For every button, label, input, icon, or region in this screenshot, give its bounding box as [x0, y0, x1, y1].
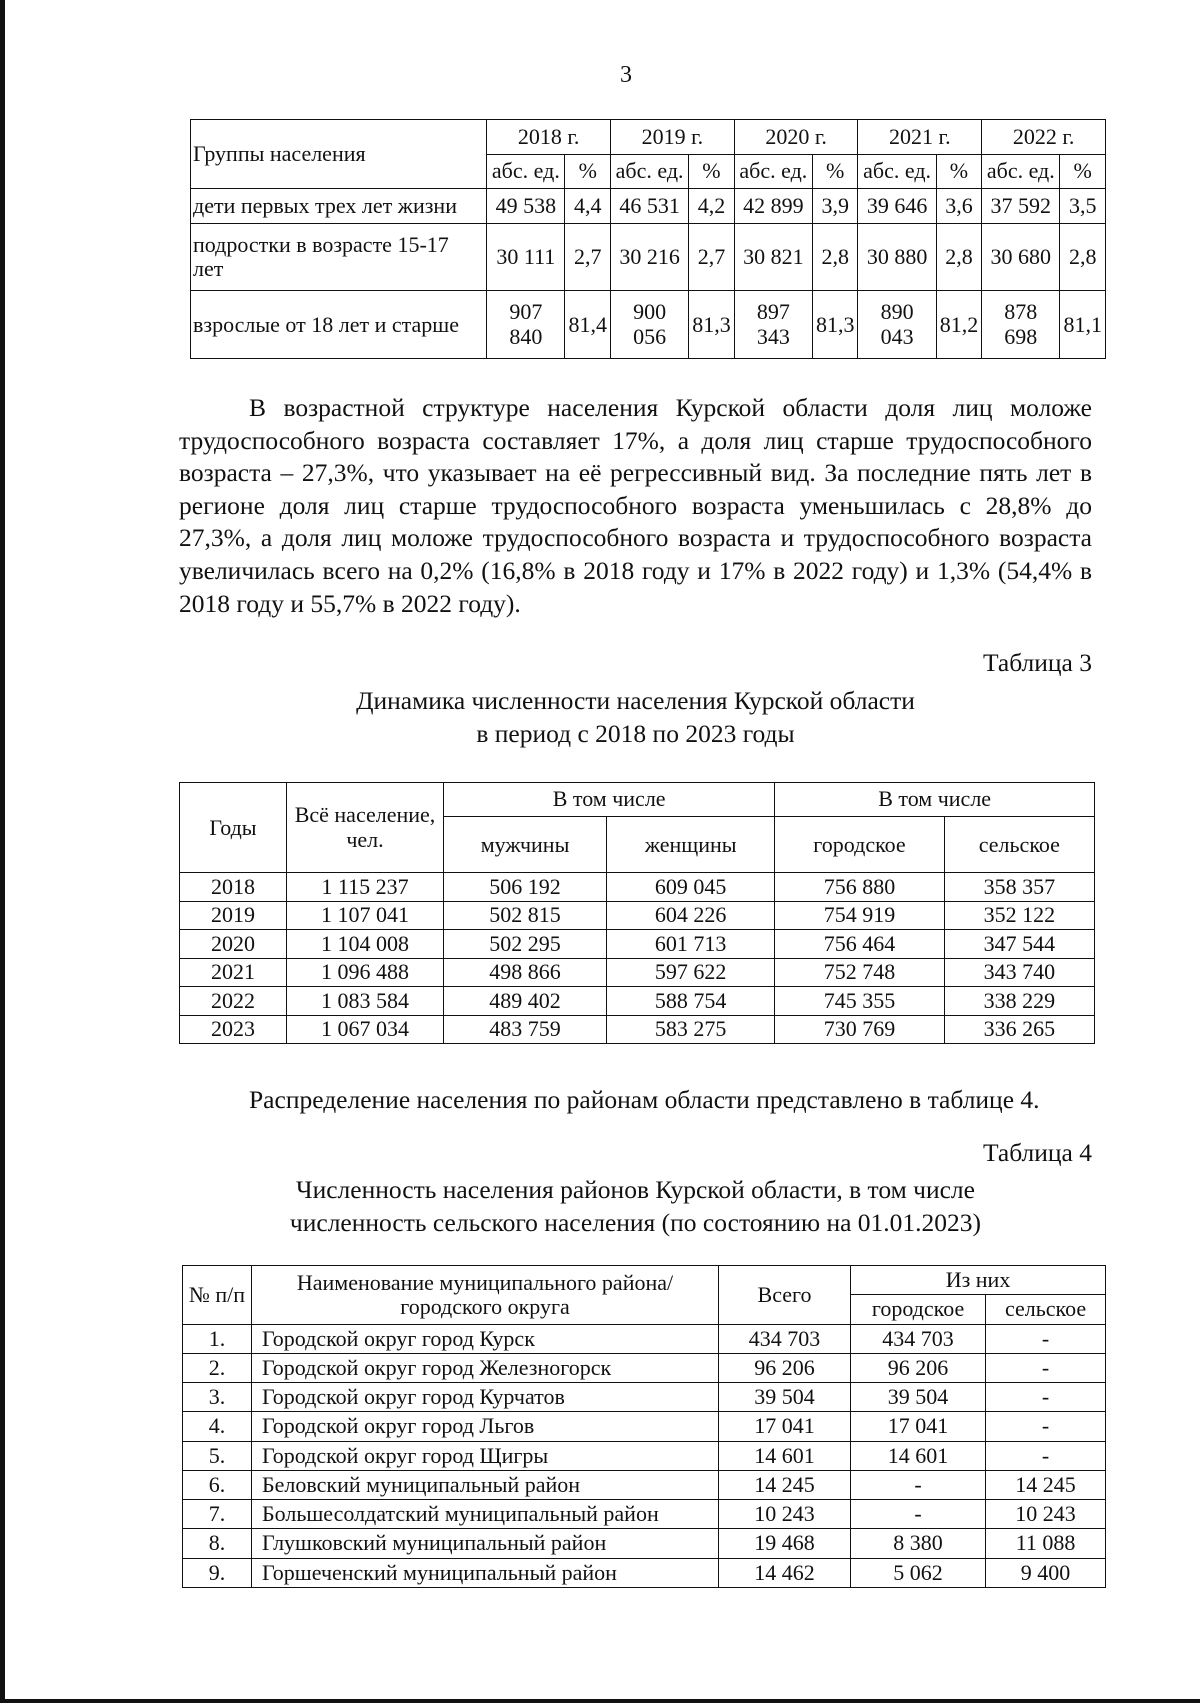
- abs-cell: 37 592: [982, 189, 1060, 224]
- percent-cell: 4,2: [689, 189, 735, 224]
- abs-cell: 897 343: [734, 291, 812, 359]
- table4-title: [179, 1173, 1092, 1239]
- name-cell: Городской округ город Железногорск: [252, 1353, 719, 1382]
- year-header: 2020 г.: [734, 120, 858, 155]
- rural-cell: 9 400: [986, 1558, 1106, 1587]
- urban-cell: 754 919: [775, 901, 944, 929]
- name-cell: Глушковский муниципальный район: [252, 1529, 719, 1558]
- abs-units-header: абс. ед.: [734, 154, 812, 189]
- rural-header: сельское: [986, 1295, 1106, 1324]
- num-cell: 9.: [183, 1558, 252, 1587]
- total-cell: 39 504: [719, 1383, 851, 1412]
- abs-cell: 890 043: [858, 291, 936, 359]
- rural-cell: -: [986, 1412, 1106, 1441]
- years-header: Годы: [180, 783, 287, 873]
- percent-header: %: [812, 154, 858, 189]
- name-cell: Большесолдатский муниципальный район: [252, 1500, 719, 1529]
- percent-header: %: [565, 154, 611, 189]
- name-header: Наименование муниципального района/ городского округа: [252, 1266, 719, 1325]
- total-cell: 1 115 237: [287, 873, 444, 901]
- urban-cell: 756 464: [775, 930, 944, 958]
- percent-cell: 3,9: [812, 189, 858, 224]
- abs-cell: 907 840: [487, 291, 565, 359]
- name-cell: Беловский муниципальный район: [252, 1470, 719, 1499]
- abs-cell: 30 821: [734, 223, 812, 291]
- percent-cell: 81,2: [936, 291, 982, 359]
- abs-cell: 30 216: [610, 223, 688, 291]
- table3-title: [179, 684, 1092, 750]
- total-header: Всего: [719, 1266, 851, 1325]
- women-header: женщины: [607, 816, 775, 872]
- abs-cell: 900 056: [610, 291, 688, 359]
- urban-cell: 5 062: [851, 1558, 986, 1587]
- table-row: [180, 930, 1095, 958]
- percent-cell: 3,6: [936, 189, 982, 224]
- total-cell: 14 462: [719, 1558, 851, 1587]
- urban-cell: 96 206: [851, 1353, 986, 1382]
- total-cell: 19 468: [719, 1529, 851, 1558]
- total-cell: 96 206: [719, 1353, 851, 1382]
- paragraph-age-structure: [179, 392, 1092, 620]
- year-header: 2018 г.: [487, 120, 611, 155]
- women-cell: 597 622: [607, 958, 775, 986]
- rural-cell: 14 245: [986, 1470, 1106, 1499]
- abs-cell: 30 111: [487, 223, 565, 291]
- rural-cell: 10 243: [986, 1500, 1106, 1529]
- table-row: [183, 1353, 1106, 1382]
- men-cell: 502 815: [444, 901, 607, 929]
- title-line: в период с 2018 по 2023 годы: [476, 719, 795, 748]
- women-cell: 609 045: [607, 873, 775, 901]
- table-row: [180, 987, 1095, 1015]
- total-cell: 14 601: [719, 1441, 851, 1470]
- title-line: Численность населения районов Курской области, в том числе: [296, 1175, 975, 1204]
- paragraph-text: В возрастной структуре населения Курской области доля лиц моложе трудоспособного возраста составляет 17%, а доля лиц старше трудоспособного возраста – 27,3%, что указывает на её регрессивный вид. За последние пять лет в регионе доля лиц старше трудоспособного возраста уменьшилась с 28,8% до 27,3%, а доля лиц моложе трудоспособного возраста и трудоспособного возраста увеличилась всего на 0,2% (16,8% в 2018 году и 17% в 2022 году) и 1,3% (54,4% в 2018 году и 55,7% в 2022 году).: [179, 393, 1092, 618]
- table-row: [180, 901, 1095, 929]
- title-line: численность сельского населения (по состоянию на 01.01.2023): [289, 1208, 982, 1237]
- urban-cell: -: [851, 1470, 986, 1499]
- abs-units-header: абс. ед.: [610, 154, 688, 189]
- total-header: Всё население, чел.: [287, 783, 444, 873]
- table-row: [183, 1529, 1106, 1558]
- abs-cell: 49 538: [487, 189, 565, 224]
- abs-units-header: абс. ед.: [487, 154, 565, 189]
- name-cell: Горшеченский муниципальный район: [252, 1558, 719, 1587]
- year-header: 2019 г.: [610, 120, 734, 155]
- group-header: Группы населения: [191, 120, 487, 189]
- table-header-row: [180, 783, 1095, 817]
- table-row: [191, 223, 1106, 291]
- abs-cell: 30 680: [982, 223, 1060, 291]
- table4-label: Таблица 4: [982, 1138, 1092, 1167]
- population-dynamics-table: [179, 782, 1095, 1044]
- abs-units-header: абс. ед.: [858, 154, 936, 189]
- page-number: 3: [620, 62, 632, 88]
- urban-cell: 8 380: [851, 1529, 986, 1558]
- year-cell: 2019: [180, 901, 287, 929]
- table-row: [183, 1383, 1106, 1412]
- num-header: № п/п: [183, 1266, 252, 1325]
- table-row: [180, 1015, 1095, 1043]
- num-cell: 3.: [183, 1383, 252, 1412]
- year-cell: 2020: [180, 930, 287, 958]
- of-them-header: Из них: [851, 1266, 1106, 1295]
- rural-cell: 347 544: [944, 930, 1094, 958]
- urban-cell: 745 355: [775, 987, 944, 1015]
- men-cell: 506 192: [444, 873, 607, 901]
- percent-header: %: [689, 154, 735, 189]
- table-row: [180, 958, 1095, 986]
- urban-cell: 752 748: [775, 958, 944, 986]
- rural-cell: 338 229: [944, 987, 1094, 1015]
- table-row: [183, 1500, 1106, 1529]
- group-header: В том числе: [775, 783, 1095, 817]
- table-header-row: [191, 120, 1106, 155]
- rural-cell: 343 740: [944, 958, 1094, 986]
- row-label: подростки в возрасте 15-17 лет: [191, 223, 487, 291]
- table3-label: Таблица 3: [982, 648, 1092, 677]
- age-groups-table: [190, 119, 1106, 359]
- name-cell: Городской округ город Льгов: [252, 1412, 719, 1441]
- table-row: [183, 1470, 1106, 1499]
- men-cell: 483 759: [444, 1015, 607, 1043]
- total-cell: 10 243: [719, 1500, 851, 1529]
- total-cell: 1 107 041: [287, 901, 444, 929]
- rural-header: сельское: [944, 816, 1094, 872]
- year-cell: 2022: [180, 987, 287, 1015]
- table-row: [183, 1441, 1106, 1470]
- urban-cell: -: [851, 1500, 986, 1529]
- percent-cell: 2,7: [689, 223, 735, 291]
- paragraph-text: Распределение населения по районам области представлено в таблице 4.: [249, 1085, 1040, 1114]
- num-cell: 1.: [183, 1324, 252, 1353]
- row-label: взрослые от 18 лет и старше: [191, 291, 487, 359]
- year-cell: 2018: [180, 873, 287, 901]
- title-line: Динамика численности населения Курской области: [356, 686, 915, 715]
- year-header: 2021 г.: [858, 120, 982, 155]
- percent-cell: 81,3: [812, 291, 858, 359]
- total-cell: 14 245: [719, 1470, 851, 1499]
- men-header: мужчины: [444, 816, 607, 872]
- women-cell: 588 754: [607, 987, 775, 1015]
- men-cell: 498 866: [444, 958, 607, 986]
- rural-cell: 336 265: [944, 1015, 1094, 1043]
- paragraph-districts: [179, 1084, 1092, 1117]
- scan-edge-left: [0, 0, 5, 1703]
- urban-header: городское: [775, 816, 944, 872]
- table-row: [183, 1412, 1106, 1441]
- rural-cell: 11 088: [986, 1529, 1106, 1558]
- women-cell: 604 226: [607, 901, 775, 929]
- num-cell: 6.: [183, 1470, 252, 1499]
- women-cell: 583 275: [607, 1015, 775, 1043]
- num-cell: 5.: [183, 1441, 252, 1470]
- percent-cell: 81,3: [689, 291, 735, 359]
- abs-cell: 39 646: [858, 189, 936, 224]
- percent-cell: 3,5: [1060, 189, 1106, 224]
- districts-population-table: [182, 1265, 1106, 1588]
- percent-cell: 2,8: [936, 223, 982, 291]
- percent-cell: 2,8: [812, 223, 858, 291]
- num-cell: 4.: [183, 1412, 252, 1441]
- percent-cell: 81,1: [1060, 291, 1106, 359]
- year-cell: 2023: [180, 1015, 287, 1043]
- abs-cell: 42 899: [734, 189, 812, 224]
- rural-cell: -: [986, 1383, 1106, 1412]
- name-cell: Городской округ город Щигры: [252, 1441, 719, 1470]
- percent-cell: 81,4: [565, 291, 611, 359]
- total-cell: 434 703: [719, 1324, 851, 1353]
- urban-header: городское: [851, 1295, 986, 1324]
- table-row: [183, 1558, 1106, 1587]
- num-cell: 7.: [183, 1500, 252, 1529]
- urban-cell: 14 601: [851, 1441, 986, 1470]
- total-cell: 1 067 034: [287, 1015, 444, 1043]
- urban-cell: 17 041: [851, 1412, 986, 1441]
- men-cell: 489 402: [444, 987, 607, 1015]
- urban-cell: 730 769: [775, 1015, 944, 1043]
- urban-cell: 756 880: [775, 873, 944, 901]
- name-cell: Городской округ город Курчатов: [252, 1383, 719, 1412]
- num-cell: 8.: [183, 1529, 252, 1558]
- percent-cell: 4,4: [565, 189, 611, 224]
- rural-cell: -: [986, 1441, 1106, 1470]
- name-cell: Городской округ город Курск: [252, 1324, 719, 1353]
- rural-cell: 358 357: [944, 873, 1094, 901]
- total-cell: 1 096 488: [287, 958, 444, 986]
- rural-cell: -: [986, 1324, 1106, 1353]
- year-header: 2022 г.: [982, 120, 1106, 155]
- total-cell: 17 041: [719, 1412, 851, 1441]
- total-cell: 1 104 008: [287, 930, 444, 958]
- percent-header: %: [936, 154, 982, 189]
- rural-cell: -: [986, 1353, 1106, 1382]
- row-label: дети первых трех лет жизни: [191, 189, 487, 224]
- abs-cell: 878 698: [982, 291, 1060, 359]
- men-cell: 502 295: [444, 930, 607, 958]
- abs-units-header: абс. ед.: [982, 154, 1060, 189]
- table-row: [191, 291, 1106, 359]
- percent-cell: 2,7: [565, 223, 611, 291]
- table-header-row: [183, 1266, 1106, 1295]
- table-row: [183, 1324, 1106, 1353]
- women-cell: 601 713: [607, 930, 775, 958]
- urban-cell: 39 504: [851, 1383, 986, 1412]
- total-cell: 1 083 584: [287, 987, 444, 1015]
- abs-cell: 46 531: [610, 189, 688, 224]
- group-header: В том числе: [444, 783, 775, 817]
- table-row: [180, 873, 1095, 901]
- table-row: [191, 189, 1106, 224]
- scan-edge-bottom: [0, 1699, 1200, 1703]
- abs-cell: 30 880: [858, 223, 936, 291]
- year-cell: 2021: [180, 958, 287, 986]
- rural-cell: 352 122: [944, 901, 1094, 929]
- urban-cell: 434 703: [851, 1324, 986, 1353]
- num-cell: 2.: [183, 1353, 252, 1382]
- percent-cell: 2,8: [1060, 223, 1106, 291]
- percent-header: %: [1060, 154, 1106, 189]
